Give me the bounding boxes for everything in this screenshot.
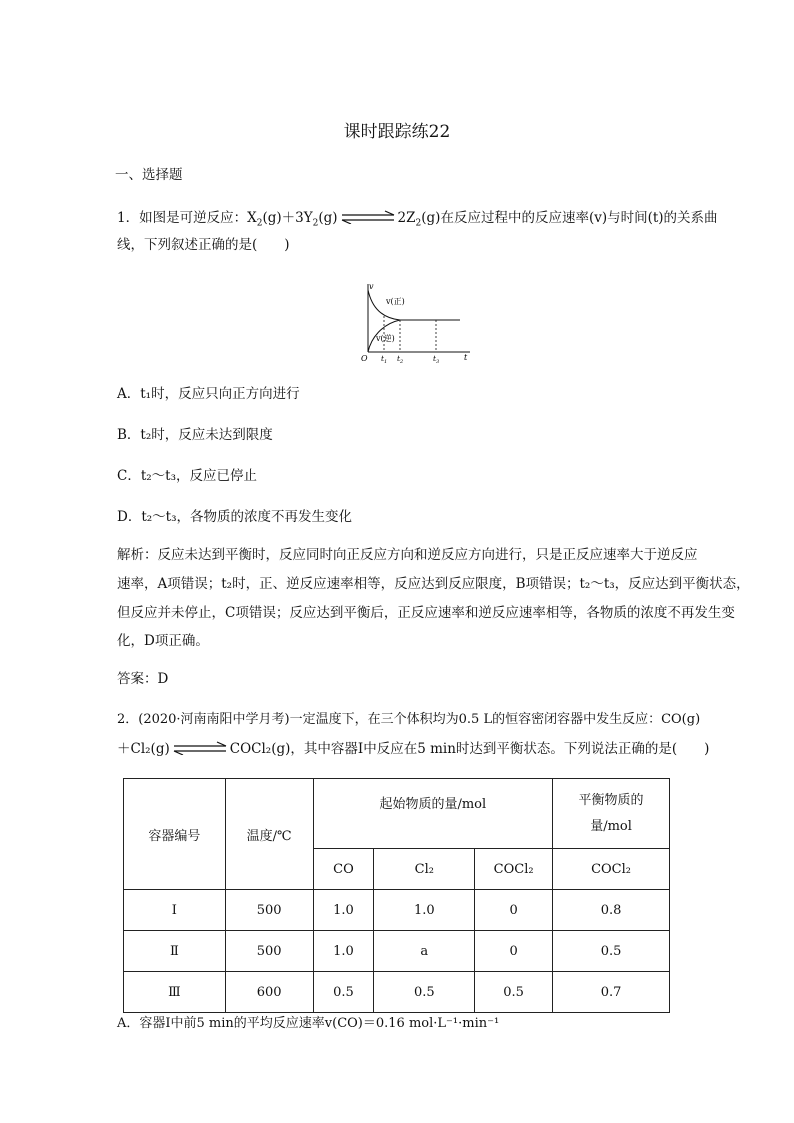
subheader-cl2: Cl₂ — [374, 849, 475, 890]
table-cell: 500 — [225, 931, 313, 972]
reversible-arrow-icon — [340, 210, 396, 224]
q1-stem-a: 1．如图是可逆反应：X — [117, 210, 257, 226]
t-axis-label: t — [464, 353, 468, 362]
q1-analysis-line1: 解析：反应未达到平衡时，反应同时向正反应方向和逆反应方向进行，只是正反应速率大于逆反应 — [117, 547, 698, 563]
q1-analysis-line3: 但反应并未停止，C项错误；反应达到平衡后，正反应速率和逆反应速率相等，各物质的浓度不再发生变 — [117, 605, 735, 621]
table-row — [124, 972, 670, 1013]
subheader-co: CO — [313, 849, 374, 890]
q1-option-c: C．t₂～t₃，反应已停止 — [117, 468, 258, 484]
page-title: 课时跟踪练22 — [343, 122, 451, 142]
q1-answer: 答案：D — [117, 671, 169, 687]
table-cell: 0.8 — [553, 890, 670, 931]
table-cell: 0.5 — [475, 972, 553, 1013]
reverse-rate-label: v(逆) — [376, 334, 395, 343]
table-cell: 600 — [225, 972, 313, 1013]
q2-stem-line2-a: ＋Cl₂(g) — [117, 741, 170, 757]
table-cell: 1.0 — [313, 890, 374, 931]
table-cell: 1.0 — [374, 890, 475, 931]
t2-label: $t_2$ — [397, 354, 404, 364]
t1-label: $t_1$ — [381, 354, 388, 364]
t3-label: $t_3$ — [433, 354, 440, 364]
q1-stem-line1: 1．如图是可逆反应：$X_2(g)+3Y_2(g)$ $2Z_2(g)$在反应过程中的反应速率(v)与时间(t)的关系曲 — [117, 210, 718, 229]
rate-time-graph — [356, 280, 474, 364]
q2-stem-line2-b: COCl₂(g)，其中容器Ⅰ中反应在5 min时达到平衡状态。下列说法正确的是( ) — [229, 741, 710, 757]
q1-analysis-line2: 速率，A项错误；t₂时，正、逆反应速率相等，反应达到反应限度，B项错误；t₂～t₃，反应达到平衡状态， — [117, 576, 750, 592]
equilibrium-table — [123, 778, 670, 1013]
table-row — [124, 931, 670, 972]
q2-stem-line1: 2．(2020·河南南阳中学月考)一定温度下，在三个体积均为0.5 L的恒容密闭容器中发生反应：CO(g) — [117, 712, 701, 727]
forward-rate-label: v(正) — [386, 297, 405, 306]
header-container: 容器编号 — [124, 779, 226, 890]
q1-stem-c: (g)在反应过程中的反应速率(v)与时间(t)的关系曲 — [421, 210, 718, 226]
section-heading: 一、选择题 — [115, 167, 183, 183]
q1-analysis-line4: 化，D项正确。 — [117, 633, 209, 649]
table-cell: 0 — [475, 890, 553, 931]
q1-option-b: B．t₂时，反应未达到限度 — [117, 427, 273, 443]
q2-option-a: A．容器Ⅰ中前5 min的平均反应速率v(CO)＝0.16 mol·L⁻¹·min⁻¹ — [117, 1016, 500, 1031]
q1-option-d: D．t₂～t₃，各物质的浓度不再发生变化 — [117, 509, 352, 525]
subheader-cocl2: COCl₂ — [475, 849, 553, 890]
q1-stem-line2: 线，下列叙述正确的是( ) — [117, 237, 290, 253]
header-equilibrium-amount: 平衡物质的量/mol — [553, 779, 670, 849]
subheader-eq-cocl2: COCl₂ — [553, 849, 670, 890]
table-cell: 0.5 — [374, 972, 475, 1013]
reversible-arrow-icon — [172, 741, 228, 755]
table-cell: 0.5 — [313, 972, 374, 1013]
table-cell: 0.7 — [553, 972, 670, 1013]
table-cell: 1.0 — [313, 931, 374, 972]
q1-option-a: A．t₁时，反应只向正方向进行 — [117, 386, 300, 402]
table-cell: a — [374, 931, 475, 972]
origin-label: O — [361, 354, 368, 363]
table-cell: 0 — [475, 931, 553, 972]
table-cell: 500 — [225, 890, 313, 931]
table-cell: Ⅰ — [124, 890, 226, 931]
v-axis-label: v — [369, 282, 374, 291]
table-cell: Ⅲ — [124, 972, 226, 1013]
forward-rate-curve — [368, 290, 460, 320]
table-cell: 0.5 — [553, 931, 670, 972]
header-initial-amount: 起始物质的量/mol — [313, 779, 553, 849]
table-cell: Ⅱ — [124, 931, 226, 972]
table-row — [124, 890, 670, 931]
q2-stem-line2 — [117, 740, 709, 758]
q1-stem-b: 2Z — [397, 210, 416, 226]
header-temperature: 温度/℃ — [225, 779, 313, 890]
